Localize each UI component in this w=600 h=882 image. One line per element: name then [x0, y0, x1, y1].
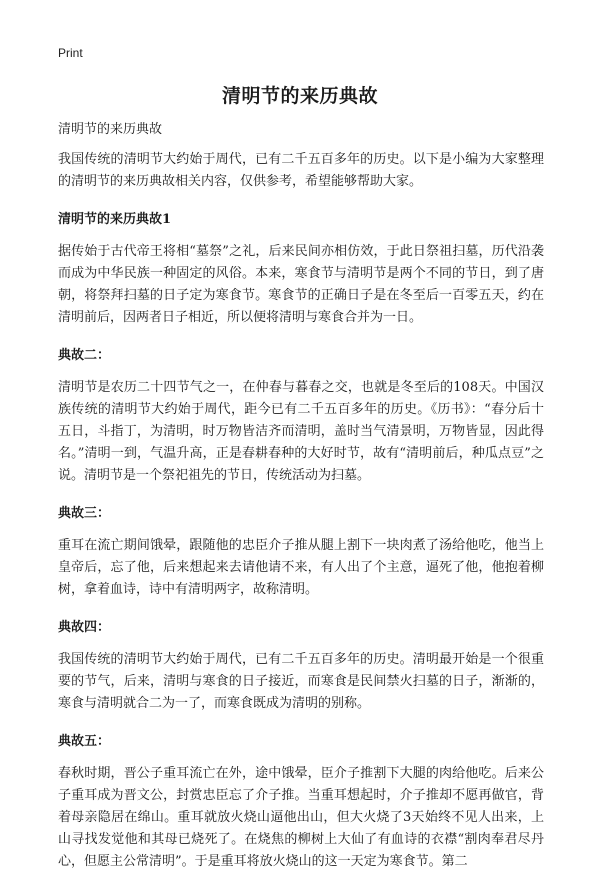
section-heading-2: 典故二：: [58, 348, 111, 363]
section-heading-3: 典故三：: [58, 506, 111, 521]
section-heading-4: 典故四：: [58, 620, 111, 635]
section-body-4: 我国传统的清明节大约始于周代，已有二千五百多年的历史。清明最开始是一个很重要的节气，后来，清明与寒食的日子接近，而寒食是民间禁火扫墓的日子，渐渐的，寒食与清明就合二为一了，而寒食既成为清明的别称。: [58, 652, 544, 711]
page-title: 清明节的来历典故: [221, 85, 378, 107]
section-heading-1: 清明节的来历典故1: [58, 212, 172, 227]
section-body-3: 重耳在流亡期间饿晕，跟随他的忠臣介子推从腿上割下一块肉煮了汤给他吃，他当上皇帝后，忘了他，后来想起来去请他请不来，有人出了个主意，逼死了他，他抱着柳树，拿着血诗，诗中有清明两字，故称清明。: [58, 538, 544, 597]
article-subtitle: 清明节的来历典故: [58, 122, 163, 137]
section-heading-5: 典故五：: [58, 734, 111, 749]
article-body: [58, 119, 544, 882]
intro-paragraph: 我国传统的清明节大约始于周代，已有二千五百多年的历史。以下是小编为大家整理的清明节的来历典故相关内容，仅供参考，希望能够帮助大家。: [58, 152, 544, 189]
print-link[interactable]: Print: [58, 46, 83, 60]
section-body-1: 据传始于古代帝王将相“墓祭”之礼，后来民间亦相仿效，于此日祭祖扫墓，历代沿袭而成为中华民族一种固定的风俗。本来，寒食节与清明节是两个不同的节日，到了唐朝，将祭拜扫墓的日子定为寒食节。寒食节的正确日子是在冬至后一百零五天，约在清明前后，因两者日子相近，所以便将清明与寒食合并为一日。: [58, 244, 544, 325]
section-body-5: 春秋时期，晋公子重耳流亡在外，途中饿晕，臣介子推割下大腿的肉给他吃。后来公子重耳成为晋文公，封赏忠臣忘了介子推。当重耳想起时，介子推却不愿再做官，背着母亲隐居在绵山。重耳就放火烧山逼他出山，但大火烧了3天始终不见人出来，上山寻找发觉他和其母已烧死了。在烧焦的柳树上大仙了有血诗的衣襟“割肉奉君尽丹心，但愿主公常清明”。于是重耳将放火烧山的这一天定为寒食节。第二: [58, 766, 544, 869]
section-body-2: 清明节是农历二十四节气之一，在仲春与暮春之交，也就是冬至后的108天。中国汉族传统的清明节大约始于周代，距今已有二千五百多年的历史。《历书》：“春分后十五日，斗指丁，为清明，时万物皆洁齐而清明，盖时当气清景明，万物皆显，因此得名。”清明一到，气温升高，正是春耕春种的大好时节，故有“清明前后，种瓜点豆”之说。清明节是一个祭祀祖先的节日，传统活动为扫墓。: [58, 380, 544, 483]
